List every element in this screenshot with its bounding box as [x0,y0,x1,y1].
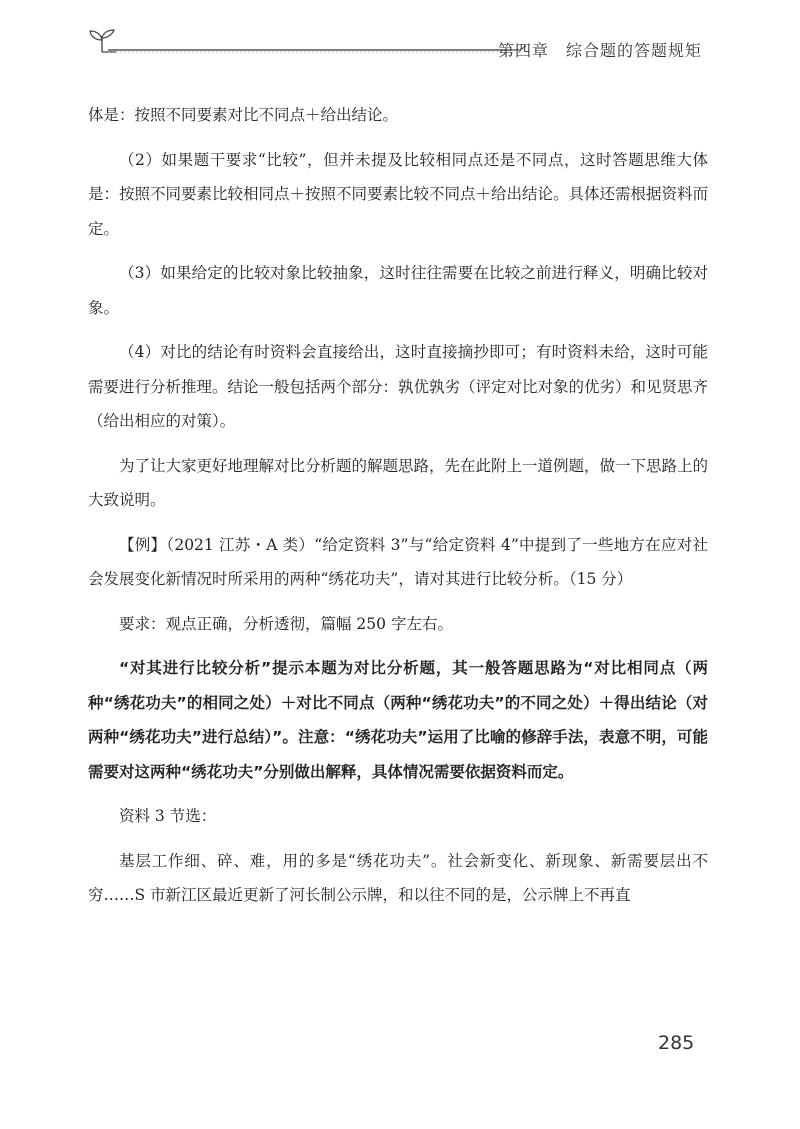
paragraph-example-question: 【例】（2021 江苏・A 类）“给定资料 3”与“给定资料 4”中提到了一些地方在应对社会发展变化新情况时所采用的两种“绣花功夫”，请对其进行比较分析。（15 分） [88,535,708,588]
paragraph-material-label: 资料 3 节选： [119,807,217,825]
paragraph-point-2: （2）如果题干要求“比较”，但并未提及比较相同点还是不同点，这时答题思维大体是：按照不同要素比较相同点＋按照不同要素比较不同点＋给出结论。具体还需根据资料而定。 [88,150,709,238]
paragraph-analysis: “对其进行比较分析”提示本题为对比分析题，其一般答题思路为“对比相同点（两种“绣花功夫”的相同之处）＋对比不同点（两种“绣花功夫”的不同之处）＋得出结论（对两种“绣花功夫”进行总结）”。注意：“绣花功夫”运用了比喻的修辞手法，表意不明，可能需要对这两种“绣花功夫”分别做出解释，具体情况需要依据资料而定。 [88,659,708,781]
body-text [88,98,708,923]
chapter-title: 第四章 综合题的答题规矩 [498,41,703,60]
paragraph-point-3: （3）如果给定的比较对象比较抽象，这时往往需要在比较之前进行释义，明确比较对象。 [88,264,708,317]
paragraph-requirement: 要求：观点正确，分析透彻，篇幅 250 字左右。 [119,614,453,633]
paragraph-continuation: 体是：按照不同要素对比不同点＋给出结论。 [88,106,399,124]
paragraph-material-excerpt: 基层工作细、碎、难，用的多是“绣花功夫”。社会新变化、新现象、新需要层出不穷……S 市新江区最近更新了河长制公示牌，和以往不同的是，公示牌上不再直 [88,851,708,904]
paragraph-point-4: （4）对比的结论有时资料会直接给出，这时直接摘抄即可；有时资料未给，这时可能需要进行分析推理。结论一般包括两个部分：孰优孰劣（评定对比对象的优劣）和见贤思齐（给出相应的对策）。 [88,343,709,430]
page-number: 285 [658,1032,695,1054]
paragraph-intro-example: 为了让大家更好地理解对比分析题的解题思路，先在此附上一道例题，做一下思路上的大致说明。 [88,456,709,509]
header-rule [108,44,528,54]
running-header [88,28,728,64]
